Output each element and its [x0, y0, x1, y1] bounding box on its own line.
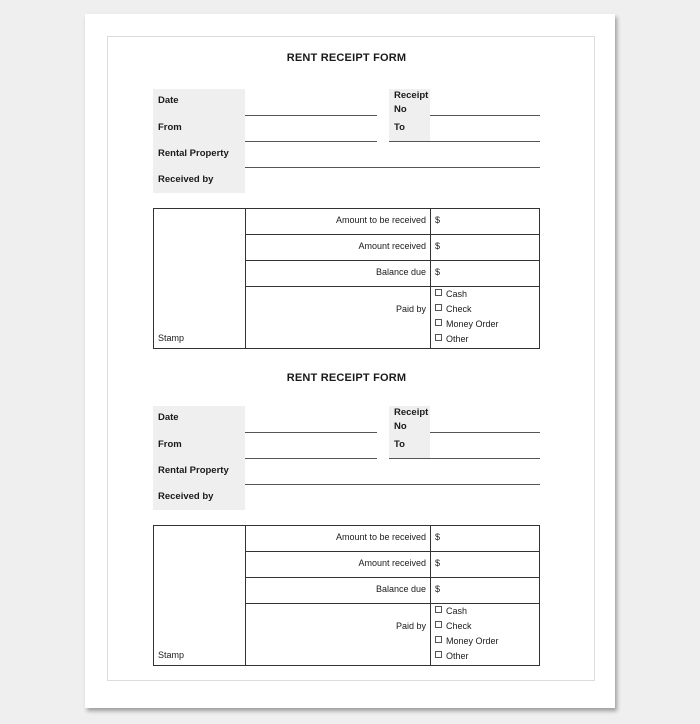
received-by-label: Received by: [153, 484, 245, 510]
rental-property-label: Rental Property: [153, 458, 245, 484]
payment-option-other[interactable]: [435, 650, 469, 662]
payment-option-money-order[interactable]: [435, 635, 499, 647]
receipt-no-label-line2: No: [394, 104, 407, 115]
amount-received-field[interactable]: $: [435, 241, 441, 251]
from-field[interactable]: [245, 141, 377, 142]
payment-option-money-order[interactable]: [435, 318, 499, 330]
receipt-no-field[interactable]: [430, 432, 540, 433]
receipt-no-field[interactable]: [430, 115, 540, 116]
amount-received-label: Amount received: [358, 558, 426, 568]
balance-due-label: Balance due: [375, 267, 426, 277]
balance-due-field[interactable]: $: [435, 267, 441, 277]
rental-property-label: Rental Property: [153, 141, 245, 167]
checkbox-icon[interactable]: [435, 636, 442, 643]
receipt-no-label-line1: Receipt: [394, 407, 429, 418]
table-divider: [245, 260, 539, 261]
checkbox-icon[interactable]: [435, 289, 442, 296]
stamp-label: Stamp: [158, 650, 185, 660]
table-divider: [245, 577, 539, 578]
table-divider: [245, 234, 539, 235]
date-field[interactable]: [245, 432, 377, 433]
receipt-no-label: [389, 406, 430, 432]
date-label: Date: [153, 89, 245, 115]
balance-due-field[interactable]: $: [435, 584, 441, 594]
checkbox-icon[interactable]: [435, 319, 442, 326]
option-label: Money Order: [446, 319, 499, 329]
payment-option-cash[interactable]: [435, 288, 467, 300]
option-label: Check: [446, 621, 472, 631]
option-label: Money Order: [446, 636, 499, 646]
table-divider: [245, 209, 246, 348]
balance-due-label: Balance due: [375, 584, 426, 594]
form-title: RENT RECEIPT FORM: [286, 372, 407, 384]
form-title: RENT RECEIPT FORM: [286, 52, 407, 64]
table-divider: [245, 286, 539, 287]
option-label: Cash: [446, 289, 468, 299]
amount-received-label: Amount received: [358, 241, 426, 251]
option-label: Check: [446, 304, 472, 314]
paid-by-label: Paid by: [395, 621, 426, 631]
receipt-no-label-line2: No: [394, 421, 407, 432]
table-divider: [430, 209, 431, 348]
received-by-label: Received by: [153, 167, 245, 193]
from-field[interactable]: [245, 458, 377, 459]
receipt-no-label-line1: Receipt: [394, 90, 429, 101]
to-label: To: [389, 432, 430, 458]
checkbox-icon[interactable]: [435, 651, 442, 658]
checkbox-icon[interactable]: [435, 304, 442, 311]
table-divider: [430, 526, 431, 665]
payment-option-other[interactable]: [435, 333, 469, 345]
amount-to-be-received-label: Amount to be received: [335, 215, 426, 225]
rent-receipt-form-2: [153, 372, 540, 662]
amount-received-field[interactable]: $: [435, 558, 441, 568]
stamp-label: Stamp: [158, 333, 185, 343]
table-divider: [245, 603, 539, 604]
rent-receipt-form-1: [153, 52, 540, 342]
from-label: From: [153, 115, 245, 141]
payment-option-cash[interactable]: [435, 605, 467, 617]
to-field[interactable]: [389, 141, 540, 142]
paid-by-label: Paid by: [395, 304, 426, 314]
option-label: Other: [446, 651, 469, 661]
checkbox-icon[interactable]: [435, 621, 442, 628]
checkbox-icon[interactable]: [435, 606, 442, 613]
payment-table: [153, 208, 540, 349]
payment-option-check[interactable]: [435, 303, 472, 315]
payment-option-check[interactable]: [435, 620, 472, 632]
amount-to-be-received-field[interactable]: $: [435, 532, 441, 542]
checkbox-icon[interactable]: [435, 334, 442, 341]
rental-property-field[interactable]: [245, 167, 540, 168]
from-label: From: [153, 432, 245, 458]
document-page: [85, 14, 615, 708]
table-divider: [245, 526, 246, 665]
date-field[interactable]: [245, 115, 377, 116]
amount-to-be-received-label: Amount to be received: [335, 532, 426, 542]
to-label: To: [389, 115, 430, 141]
rental-property-field[interactable]: [245, 484, 540, 485]
to-field[interactable]: [389, 458, 540, 459]
payment-table: [153, 525, 540, 666]
amount-to-be-received-field[interactable]: $: [435, 215, 441, 225]
date-label: Date: [153, 406, 245, 432]
table-divider: [245, 551, 539, 552]
option-label: Other: [446, 334, 469, 344]
option-label: Cash: [446, 606, 468, 616]
receipt-no-label: [389, 89, 430, 115]
